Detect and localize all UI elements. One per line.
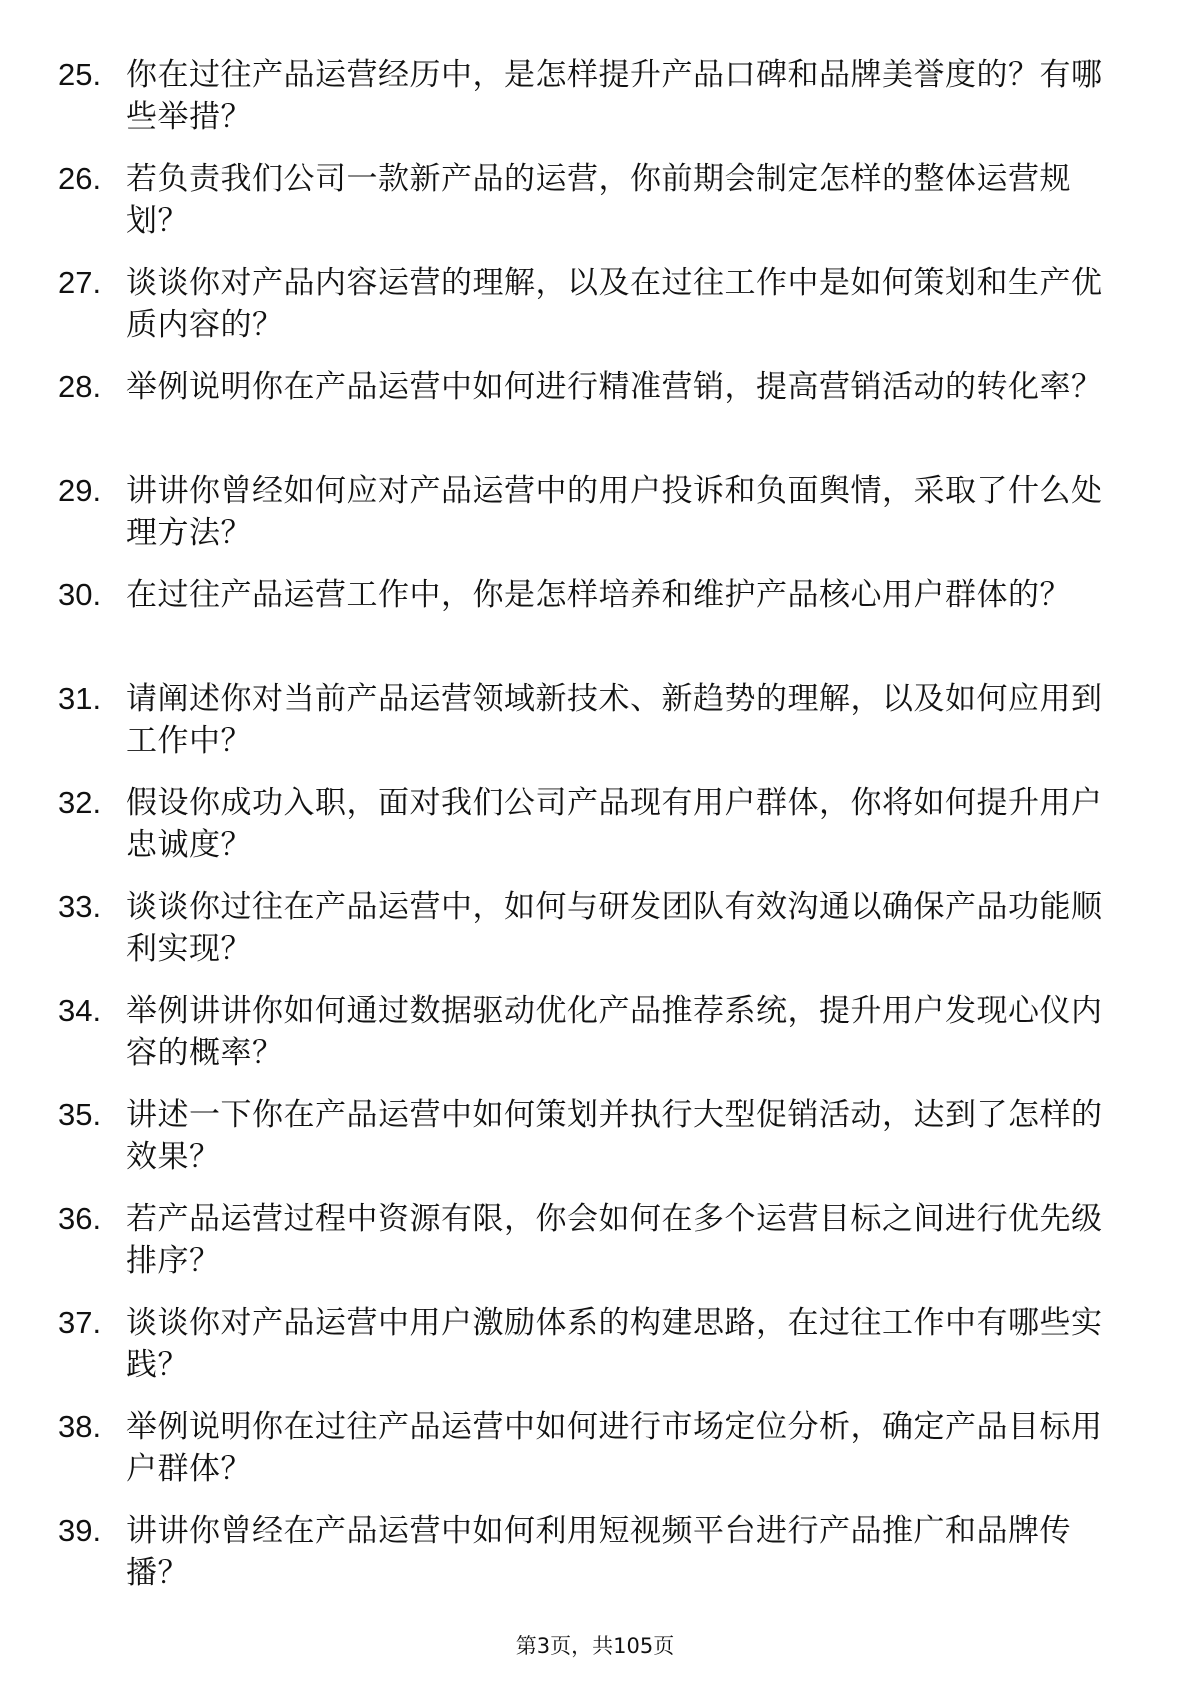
question-text: 谈谈你对产品运营中用户激励体系的构建思路，在过往工作中有哪些实践？	[126, 1305, 1103, 1383]
question-text: 若产品运营过程中资源有限，你会如何在多个运营目标之间进行优先级排序？	[126, 1201, 1103, 1279]
question-item	[58, 990, 1118, 1094]
question-text: 请阐述你对当前产品运营领域新技术、新趋势的理解，以及如何应用到工作中？	[126, 681, 1103, 759]
question-item	[58, 366, 1118, 470]
question-item	[58, 1198, 1118, 1302]
question-text: 谈谈你对产品内容运营的理解，以及在过往工作中是如何策划和生产优质内容的？	[126, 265, 1103, 343]
page-footer: 第3页，共105页	[515, 1634, 675, 1658]
question-text: 举例讲讲你如何通过数据驱动优化产品推荐系统，提升用户发现心仪内容的概率？	[126, 993, 1103, 1071]
question-list	[58, 54, 1118, 1614]
question-item	[58, 1302, 1118, 1406]
question-item	[58, 262, 1118, 366]
question-number: 38.	[58, 1409, 102, 1444]
question-number: 31.	[58, 681, 102, 716]
question-item	[58, 1094, 1118, 1198]
question-text: 若负责我们公司一款新产品的运营，你前期会制定怎样的整体运营规划？	[126, 161, 1071, 239]
question-number: 30.	[58, 577, 102, 612]
question-number: 36.	[58, 1201, 102, 1236]
question-item	[58, 54, 1118, 158]
question-number: 25.	[58, 57, 102, 92]
question-item	[58, 470, 1118, 574]
question-item	[58, 158, 1118, 262]
question-item	[58, 886, 1118, 990]
question-text: 举例说明你在产品运营中如何进行精准营销，提高营销活动的转化率？	[126, 369, 1103, 405]
question-item	[58, 1406, 1118, 1510]
question-text: 谈谈你过往在产品运营中，如何与研发团队有效沟通以确保产品功能顺利实现？	[126, 889, 1103, 967]
question-text: 讲述一下你在产品运营中如何策划并执行大型促销活动，达到了怎样的效果？	[126, 1097, 1103, 1175]
question-number: 29.	[58, 473, 102, 508]
question-text: 在过往产品运营工作中，你是怎样培养和维护产品核心用户群体的？	[126, 577, 1071, 613]
question-text: 假设你成功入职，面对我们公司产品现有用户群体，你将如何提升用户忠诚度？	[126, 785, 1103, 863]
question-number: 35.	[58, 1097, 102, 1132]
question-number: 34.	[58, 993, 102, 1028]
question-number: 28.	[58, 369, 102, 404]
question-text: 讲讲你曾经如何应对产品运营中的用户投诉和负面舆情，采取了什么处理方法？	[126, 473, 1103, 551]
question-item	[58, 1510, 1118, 1614]
question-item	[58, 678, 1118, 782]
question-number: 32.	[58, 785, 102, 820]
question-item	[58, 574, 1118, 678]
question-text: 你在过往产品运营经历中，是怎样提升产品口碑和品牌美誉度的？有哪些举措？	[126, 57, 1103, 135]
question-number: 37.	[58, 1305, 102, 1340]
question-number: 27.	[58, 265, 102, 300]
question-text: 讲讲你曾经在产品运营中如何利用短视频平台进行产品推广和品牌传播？	[126, 1513, 1071, 1591]
question-number: 33.	[58, 889, 102, 924]
question-number: 39.	[58, 1513, 102, 1548]
question-item	[58, 782, 1118, 886]
question-number: 26.	[58, 161, 102, 196]
question-text: 举例说明你在过往产品运营中如何进行市场定位分析，确定产品目标用户群体？	[126, 1409, 1103, 1487]
